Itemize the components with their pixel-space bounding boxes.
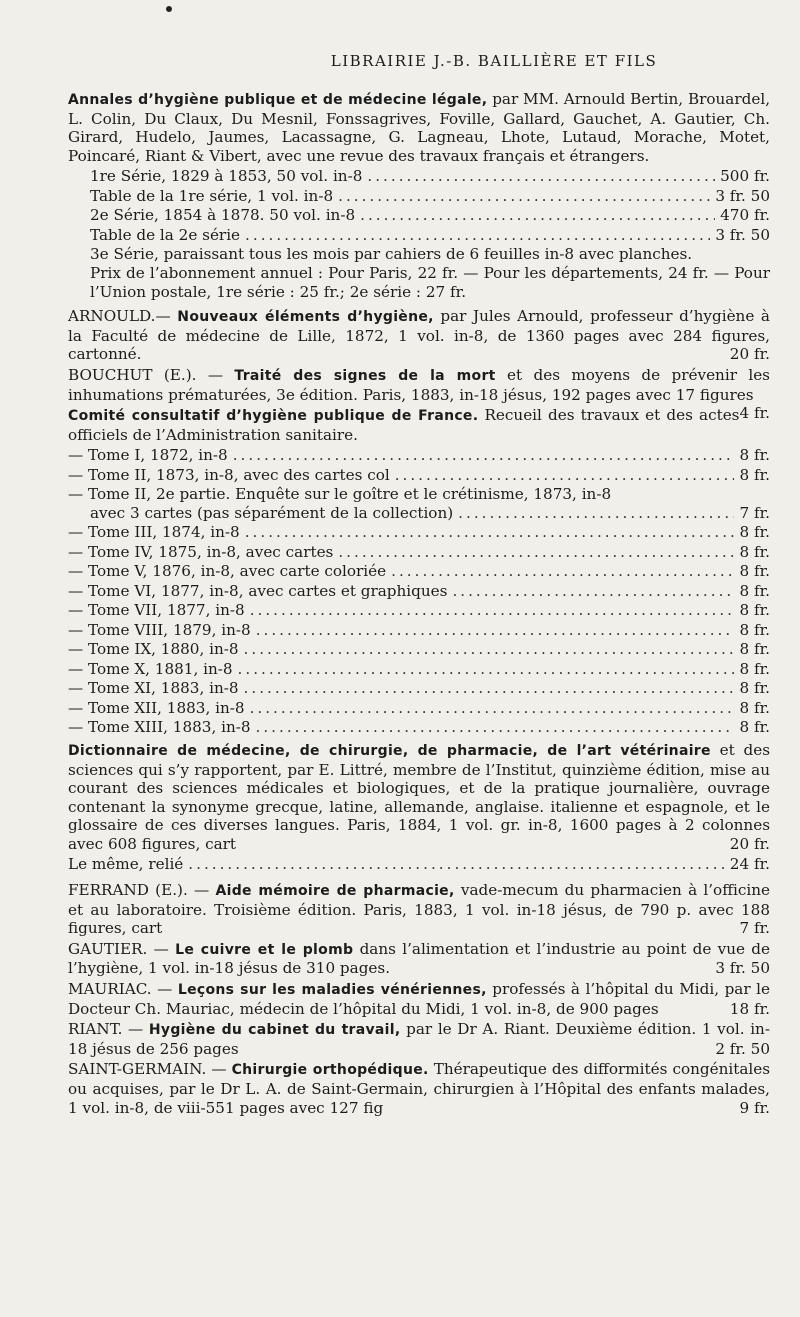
line-text: Le même, relié — [68, 855, 184, 874]
line-price: 7 fr. — [739, 503, 770, 522]
leader-dots — [256, 621, 735, 641]
leader-dots — [250, 601, 735, 621]
leader-dots — [360, 206, 715, 226]
entry-price: 9 fr. — [739, 1098, 770, 1117]
line-text: avec 3 cartes (pas séparément de la collection) — [90, 503, 454, 522]
leader-dots — [452, 582, 734, 602]
tome-line — [68, 466, 770, 486]
line-price: 8 fr. — [739, 640, 770, 659]
line-text: — Tome XII, 1883, in-8 — [68, 698, 245, 717]
tome-line — [68, 582, 770, 602]
page-header: LIBRAIRIE J.-B. BAILLIÈRE ET FILS — [330, 52, 658, 70]
line-price: 8 fr. — [739, 620, 770, 639]
line-text: — Tome XIII, 1883, in-8 — [68, 718, 251, 737]
leader-dots — [233, 446, 735, 466]
entry-author: MAURIAC. — — [68, 979, 178, 998]
line-price: 500 fr. — [720, 167, 770, 186]
line-price: 8 fr. — [739, 718, 770, 737]
entry-title: Annales d’hygiène publique et de médecine légale, — [68, 92, 488, 108]
line-price: 3 fr. 50 — [715, 225, 770, 244]
line-text: 2e Série, 1854 à 1878. 50 vol. in-8 — [90, 206, 356, 225]
leader-dots — [391, 562, 734, 582]
ink-dot — [166, 6, 172, 12]
tome-line — [68, 679, 770, 699]
entry-title: Traité des signes de la mort — [234, 367, 496, 384]
entry-riant — [68, 1020, 770, 1058]
entry-price: 4 fr. — [739, 404, 770, 423]
line-price: 8 fr. — [739, 446, 770, 465]
entry-title: Hygiène du cabinet du travail, — [148, 1022, 401, 1039]
line-text: — Tome III, 1874, in-8 — [68, 523, 240, 542]
entry-text: Recueil des travaux et des actes officiels de l’Administration sanitaire. — [68, 406, 740, 444]
entry-author: FERRAND (E.). — — [68, 880, 216, 899]
entry-text: et des moyens de prévenir les inhumations prématurées, 3e édition. Paris, 1883, in-18 jésus, 192 pages avec 17 figures — [68, 365, 770, 404]
leader-dots — [250, 699, 735, 719]
entry-author: RIANT. — — [68, 1020, 149, 1039]
tome-line — [68, 601, 770, 621]
entry-title: Chirurgie orthopédique. — [231, 1062, 429, 1079]
abonnement-text: Prix de l’abonnement annuel : Pour Paris, 22 fr. — Pour les départements, 24 fr. — Pour l’Union postale, 1re série : 25 fr.; 2e série : 27 fr. — [90, 263, 770, 301]
price-line — [68, 226, 770, 246]
entry-gautier — [68, 940, 770, 978]
entry-ferrand — [68, 881, 770, 938]
entry-text: vade-mecum du pharmacien à l’officine et au laboratoire. Troisième édition. Paris, 1883, 1 vol. in-18 jésus, de 790 p. avec 188 figures, cart — [68, 880, 770, 938]
leader-dots — [458, 504, 734, 524]
entry-text: professés à l’hôpital du Midi, par le Docteur Ch. Mauriac, médecin de l’hôpital du Midi, 1 vol. in-8, de 900 pages — [68, 979, 770, 1018]
line-text: — Tome VII, 1877, in-8 — [68, 601, 245, 620]
entry-arnould — [68, 307, 770, 364]
entry-text: Thérapeutique des difformités congénitales ou acquises, par le Dr L. A. de Saint-Germain, chirurgien à l’Hôpital des enfants malades, 1 vol. in-8, de viii-551 pages avec 127 fig — [68, 1060, 771, 1117]
tome-line — [68, 504, 770, 524]
entry-author: ARNOULD.— — [68, 307, 178, 326]
line-text: — Tome VI, 1877, in-8, avec cartes et graphiques — [68, 581, 448, 600]
entry-title: Nouveaux éléments d’hygiène, — [177, 309, 434, 326]
line-text: Table de la 1re série, 1 vol. in-8 — [90, 186, 334, 205]
tome-line — [68, 562, 770, 582]
leader-dots — [256, 718, 735, 738]
tome-line — [68, 640, 770, 660]
line-text: — Tome II, 1873, in-8, avec des cartes col — [68, 465, 390, 484]
entry-price: 7 fr. — [739, 919, 770, 938]
entry-author: GAUTIER. — — [68, 939, 176, 958]
tome-line — [68, 446, 770, 466]
price-line — [68, 187, 770, 207]
line-text: Table de la 2e série — [90, 225, 241, 244]
line-text: — Tome V, 1876, in-8, avec carte coloriée — [68, 562, 387, 581]
leader-dots — [244, 640, 735, 660]
entry-price: 3 fr. 50 — [715, 959, 770, 978]
entry-price: 18 fr. — [729, 999, 770, 1018]
line-price: 8 fr. — [739, 542, 770, 561]
tome-line — [68, 718, 770, 738]
entry-title: Comité consultatif d’hygiène publique de France. — [68, 408, 479, 425]
leader-dots — [338, 543, 734, 563]
entry-mauriac — [68, 980, 770, 1018]
entry-dictionnaire — [68, 741, 770, 854]
line-price: 8 fr. — [739, 562, 770, 581]
line-price: 8 fr. — [739, 581, 770, 600]
entry-text: par Jules Arnould, professeur d’hygiène à la Faculté de médecine de Lille, 1872, 1 vol. in-8, de 1360 pages avec 284 figures, cartonné. — [68, 307, 770, 364]
leader-dots — [367, 167, 715, 187]
entry-price: 20 fr. — [729, 834, 770, 853]
line-text: — Tome VIII, 1879, in-8 — [68, 620, 251, 639]
line-price: 8 fr. — [739, 659, 770, 678]
entry-title: Dictionnaire de médecine, de chirurgie, de pharmacie, de l’art vétérinaire — [68, 742, 711, 759]
serie3-text: 3e Série, paraissant tous les mois par cahiers de 6 feuilles in-8 avec planches. — [90, 245, 693, 264]
leader-dots — [245, 523, 735, 543]
entry-title: Aide mémoire de pharmacie, — [215, 882, 455, 899]
line-price: 3 fr. 50 — [715, 186, 770, 205]
line-text: 1re Série, 1829 à 1853, 50 vol. in-8 — [90, 167, 363, 186]
line-price: 8 fr. — [739, 679, 770, 698]
leader-dots — [245, 226, 710, 246]
line-price: 8 fr. — [739, 601, 770, 620]
line-text: — Tome I, 1872, in-8 — [68, 446, 228, 465]
entry-title: Leçons sur les maladies vénériennes, — [177, 981, 487, 998]
entry-text: par MM. Arnould Bertin, Brouardel, L. Colin, Du Claux, Du Mesnil, Fonssagrives, Foville, Gallard, Gauchet, A. Gautier, Ch. Girard, Hudelo, Jaumes, Lacassagne, G. Lagneau, Lhote, Lutaud, Morache, Motet, Poincaré, Riant & Vibert, avec une revue des travaux français et étrangers. — [68, 90, 771, 165]
entry-title: Le cuivre et le plomb — [175, 941, 354, 958]
entry-annales — [68, 90, 770, 165]
tome-line — [68, 621, 770, 641]
entry-price: 20 fr. — [729, 345, 770, 364]
line-text: — Tome X, 1881, in-8 — [68, 659, 233, 678]
tome-line — [68, 660, 770, 680]
leader-dots — [188, 855, 725, 875]
leader-dots — [338, 187, 710, 207]
entry-author: SAINT-GERMAIN. — — [68, 1060, 232, 1079]
leader-dots — [238, 660, 735, 680]
price-line — [68, 206, 770, 226]
relie-line — [68, 855, 770, 875]
line-price: 8 fr. — [739, 698, 770, 717]
line-price: 8 fr. — [739, 523, 770, 542]
line-price: 24 fr. — [729, 855, 770, 874]
line-text: — Tome XI, 1883, in-8 — [68, 679, 239, 698]
entry-saint-germain — [68, 1060, 770, 1117]
leader-dots — [244, 679, 735, 699]
line-price: 8 fr. — [739, 465, 770, 484]
entry-price: 2 fr. 50 — [715, 1039, 770, 1058]
tome-line: — Tome II, 2e partie. Enquête sur le goître et le crétinisme, 1873, in-8 — [68, 485, 612, 504]
tome-line — [68, 523, 770, 543]
entry-comite — [68, 406, 770, 444]
leader-dots — [395, 466, 735, 486]
price-line — [68, 167, 770, 187]
entry-text: dans l’alimentation et l’industrie au point de vue de l’hygiène, 1 vol. in-18 jésus de 310 pages. — [68, 939, 770, 978]
entry-author: BOUCHUT (E.). — — [68, 365, 235, 384]
entry-text: par le Dr A. Riant. Deuxième édition. 1 vol. in-18 jésus de 256 pages — [68, 1020, 770, 1058]
entry-text: et des sciences qui s’y rapportent, par E. Littré, membre de l’Institut, quinzième édition, mise au courant des sciences médicales et biologiques, et de la pratique journalière, ouvrage contenant la synonyme grecque, latine, allemande, anglaise. italienne et espagnole, et le glossaire de ces diverses langues. Paris, 1884, 1 vol. gr. in-8, 1600 pages à 2 colonnes avec 608 figures, cart — [68, 740, 770, 853]
line-text: — Tome IV, 1875, in-8, avec cartes — [68, 542, 334, 561]
tome-line — [68, 543, 770, 563]
line-price: 470 fr. — [720, 206, 770, 225]
tome-line — [68, 699, 770, 719]
line-text: — Tome IX, 1880, in-8 — [68, 640, 239, 659]
